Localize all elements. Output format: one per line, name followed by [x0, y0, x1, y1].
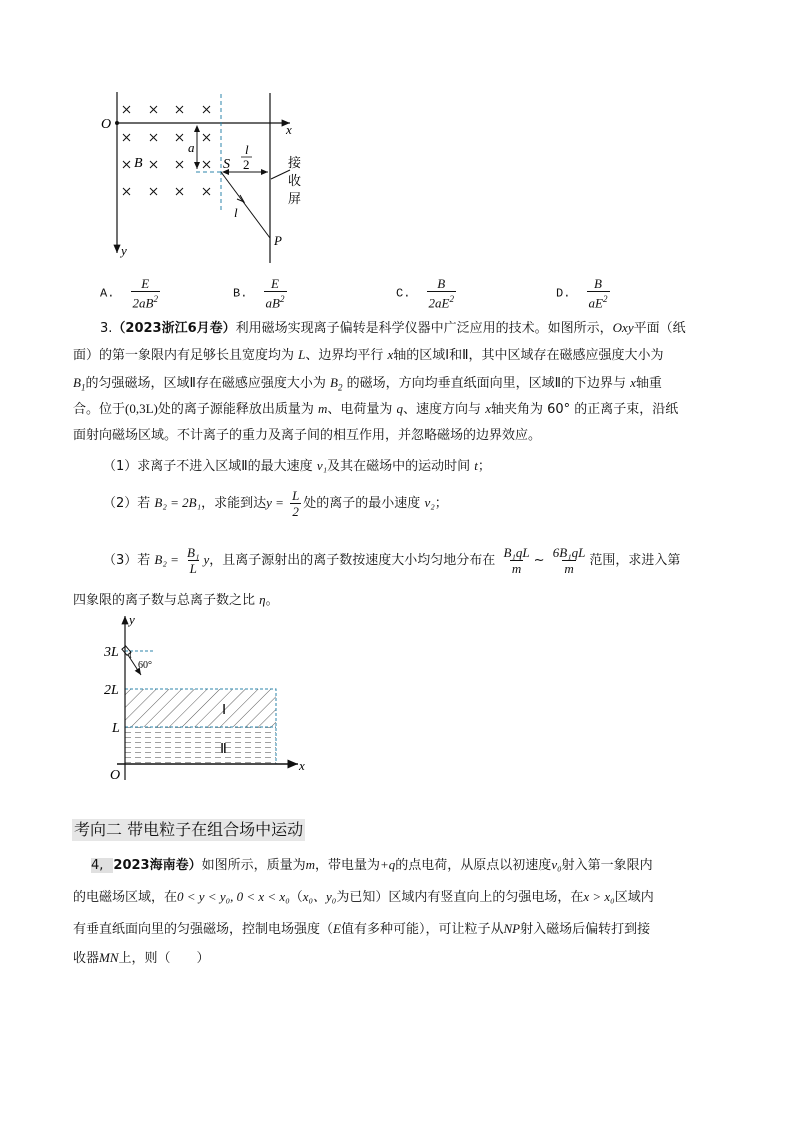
svg-text:Ⅰ: Ⅰ [222, 703, 227, 718]
q3-subquestion-3: （3）若 B₂ = $\frac{\text{B₁}}{L}$ y，且离子源射出的离子数按速度大小均匀地分布在 $\frac{\text{B₁qL}}{m}$ ~ $\frac{\text{6B₁qL}}{m}$ 范围，求进入第 [103, 545, 681, 576]
q4-line4: 收器MN上，则（ ） [73, 950, 210, 966]
svg-text:L: L [112, 721, 120, 736]
svg-text:B: B [134, 156, 143, 171]
q3-line3: $B_1$的匀强磁场，区域Ⅱ存在磁感应强度大小为 $B_2$ 的磁场，方向均垂直纸面向里，区域Ⅱ的下边界与 x轴重 [73, 375, 662, 393]
q3-line2: 面）的第一象限内有足够长且宽度均为 L、边界均平行 x轴的区域Ⅰ和Ⅱ，其中区域存在磁感应强度大小为 [73, 347, 664, 363]
q4-line1: 4, 2023海南卷）如图所示，质量为m，带电量为+q的点电荷，从原点以初速度v₀射入第一象限内 [91, 857, 653, 873]
svg-text:l: l [234, 205, 238, 220]
svg-text:y: y [129, 612, 135, 627]
q4-line2: 的电磁场区域，在0 < y < y₀, 0 < x < x₀（x₀、y₀为已知）区域内有竖直向上的匀强电场，在x > x₀区域内 [73, 889, 654, 905]
svg-text:屏: 屏 [288, 192, 302, 207]
option-d-fraction: $\frac{B}{aE^2}$ [588, 276, 608, 311]
q3-subquestion-1: （1）求离子不进入区域Ⅱ的最大速度 v₁及其在磁场中的运动时间 t； [103, 458, 491, 474]
svg-text:l: l [245, 142, 249, 157]
q4-source: 2023海南卷） [113, 858, 202, 873]
figure1-svg [100, 90, 320, 270]
figure-magnetic-field-screen [100, 90, 320, 270]
svg-text:60°: 60° [138, 660, 152, 671]
q3-subquestion-2: （2）若 B₂ = 2B₁，求能到达y = $\frac{L}{2}$ 处的离子的最小速度 v₂； [103, 488, 448, 519]
option-b-fraction: $\frac{E}{aB^2}$ [265, 276, 285, 311]
svg-text:2: 2 [243, 157, 250, 172]
svg-text:收: 收 [288, 174, 302, 189]
option-c[interactable]: C. $\frac{B}{2aE^2}$ [396, 276, 454, 311]
q3-line5: 面射向磁场区域。不计离子的重力及离子间的相互作用，并忽略磁场的边界效应。 [73, 428, 542, 443]
svg-text:y: y [121, 243, 127, 258]
q4-line3: 有垂直纸面向里的匀强磁场，控制电场强度（E值有多种可能），可让粒子从NP射入磁场后偏转打到接 [73, 921, 651, 937]
svg-text:a: a [188, 140, 195, 155]
svg-text:3L: 3L [104, 645, 119, 660]
q3-subquestion-3-cont: 四象限的离子数与总离子数之比 η。 [73, 592, 279, 608]
svg-text:x: x [299, 758, 305, 773]
svg-text:2L: 2L [104, 683, 119, 698]
svg-text:Ⅱ: Ⅱ [220, 742, 227, 757]
option-c-fraction: $\frac{B}{2aE^2}$ [428, 276, 454, 311]
figure2-svg [95, 610, 325, 790]
option-a-fraction: $\frac{E}{2aB^2}$ [132, 276, 158, 311]
q3-line4: 合。位于(0,3L)处的离子源能释放出质量为 m、电荷量为 q、速度方向与 x轴夹角为 60° 的正离子束，沿纸 [73, 401, 679, 417]
svg-text:x: x [286, 122, 292, 137]
figure-regions-diagram [95, 610, 325, 790]
svg-text:接: 接 [288, 156, 302, 171]
svg-text:S: S [223, 157, 230, 172]
option-d[interactable]: D. $\frac{B}{aE^2}$ [556, 276, 608, 311]
svg-text:P: P [274, 233, 282, 248]
section-title: 考向二 带电粒子在组合场中运动 [74, 820, 304, 839]
label-origin: O [101, 117, 112, 132]
option-a[interactable]: A. $\frac{E}{2aB^2}$ [100, 276, 158, 311]
q3-line1: 3.（2023浙江6月卷）利用磁场实现离子偏转是科学仪器中广泛应用的技术。如图所示，Oxy平面（纸 [100, 320, 686, 336]
svg-text:O: O [110, 768, 121, 783]
q3-source: （2023浙江6月卷） [112, 321, 236, 336]
option-b[interactable]: B. $\frac{E}{aB^2}$ [233, 276, 285, 311]
